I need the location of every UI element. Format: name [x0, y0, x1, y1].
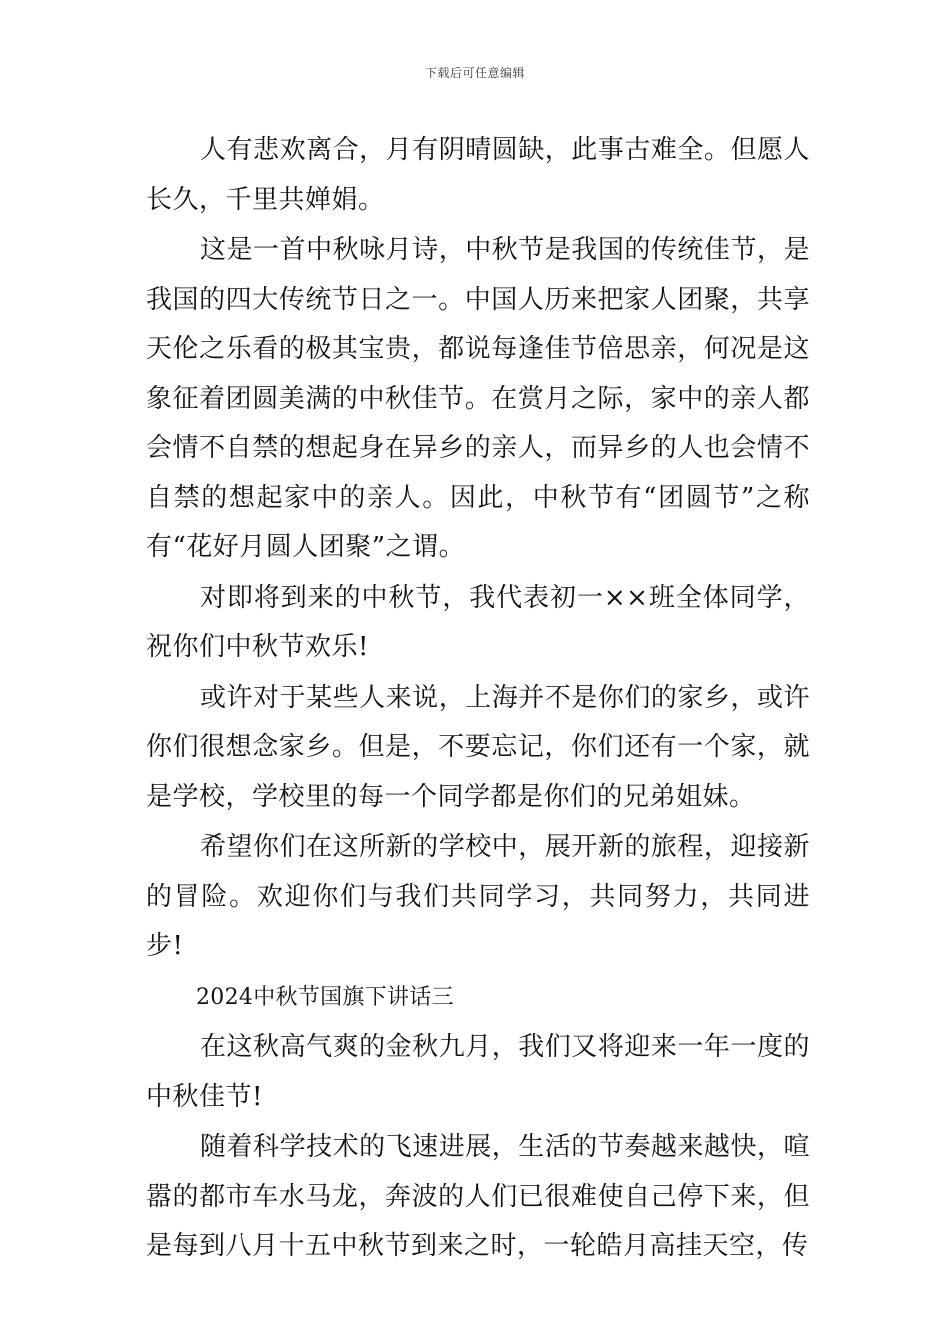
- paragraph-technology: 随着科学技术的飞速进展，生活的节奏越来越快，喧嚣的都市车水马龙，奔波的人们已很难使自己停下来，但是每到八月十五中秋节到来之时，一轮皓月高挂天空，传: [146, 1132, 810, 1261]
- paragraph-mid-autumn-intro: 这是一首中秋咏月诗，中秋节是我国的传统佳节，是我国的四大传统节日之一。中国人历来把家人团聚，共享天伦之乐看的极其宝贵，都说每逢佳节倍思亲，何况是这象征着团圆美满的中秋佳节。在赏月之际，家中的亲人都会情不自禁的想起身在异乡的亲人，而异乡的人也会情不自禁的想起家中的亲人。因此，中秋节有“团圆节”之称有“花好月圆人团聚”之谓。: [146, 235, 810, 562]
- paragraph-autumn: 在这秋高气爽的金秋九月，我们又将迎来一年一度的中秋佳节!: [146, 1032, 810, 1112]
- paragraph-welcome: 希望你们在这所新的学校中，展开新的旅程，迎接新的冒险。欢迎你们与我们共同学习，共同努力，共同进步!: [146, 832, 810, 961]
- document-body: [146, 126, 810, 1273]
- paragraph-poem: 人有悲欢离合，月有阴晴圆缺，此事古难全。但愿人长久，千里共婵娟。: [146, 135, 810, 215]
- section-subheading: 2024中秋节国旗下讲话三: [196, 984, 454, 1010]
- page-header-note: 下载后可任意编辑: [424, 66, 525, 80]
- paragraph-greeting: 对即将到来的中秋节，我代表初一××班全体同学，祝你们中秋节欢乐!: [146, 582, 810, 662]
- paragraph-hometown: 或许对于某些人来说，上海并不是你们的家乡，或许你们很想念家乡。但是，不要忘记，你们还有一个家，就是学校，学校里的每一个同学都是你们的兄弟姐妹。: [146, 682, 810, 812]
